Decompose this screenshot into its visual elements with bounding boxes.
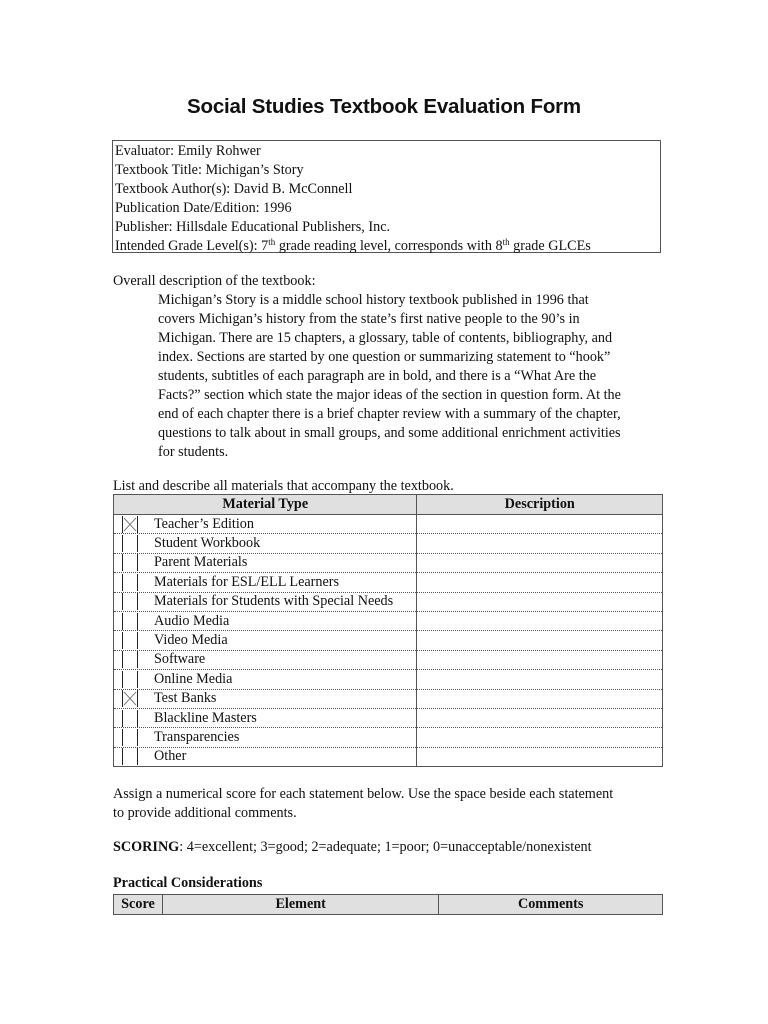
material-description-cell[interactable] [417, 515, 663, 534]
material-type-cell [114, 631, 417, 650]
material-row [114, 689, 663, 708]
checked-checkbox[interactable] [122, 516, 138, 533]
description-line: questions to talk about in small groups, and some additional enrichment activities [158, 425, 621, 441]
material-description-cell[interactable] [417, 689, 663, 708]
material-label: Teacher’s Edition [154, 515, 254, 532]
material-row [114, 534, 663, 553]
checkbox[interactable] [122, 593, 138, 610]
evaluator-line: Evaluator: Emily Rohwer [115, 143, 261, 159]
material-row [114, 708, 663, 727]
material-type-cell [114, 611, 417, 630]
material-row [114, 631, 663, 650]
description-line: Michigan’s Story is a middle school history textbook published in 1996 that [158, 292, 589, 308]
material-label: Blackline Masters [154, 709, 257, 726]
header-score: Score [114, 895, 163, 915]
grade-sup-1: th [268, 237, 276, 247]
textbook-info-box [112, 140, 661, 253]
material-row [114, 670, 663, 689]
description-line: Michigan. There are 15 chapters, a glossary, table of contents, bibliography, and [158, 330, 613, 346]
checkbox[interactable] [122, 729, 138, 746]
header-comments: Comments [439, 895, 663, 915]
check-x-icon [123, 690, 137, 707]
practical-heading: Practical Considerations [113, 875, 263, 891]
checkbox[interactable] [122, 748, 138, 765]
material-description-cell[interactable] [417, 708, 663, 727]
material-label: Student Workbook [154, 535, 261, 552]
material-description-cell[interactable] [417, 728, 663, 747]
checkbox[interactable] [122, 554, 138, 571]
material-row [114, 650, 663, 669]
materials-table-body [114, 515, 663, 767]
material-label: Video Media [154, 632, 228, 649]
textbook-title-line: Textbook Title: Michigan’s Story [115, 162, 304, 178]
material-description-cell[interactable] [417, 747, 663, 766]
grade-mid: grade reading level, corresponds with 8 [275, 238, 503, 254]
author-line: Textbook Author(s): David B. McConnell [115, 181, 353, 197]
description-line: end of each chapter there is a brief chapter review with a summary of the chapter, [158, 406, 621, 422]
grade-prefix: Intended Grade Level(s): 7 [115, 238, 269, 254]
scoring-key [113, 838, 592, 857]
material-type-cell [114, 573, 417, 592]
material-label: Materials for Students with Special Needs [154, 593, 394, 610]
checkbox[interactable] [122, 632, 138, 649]
grade-level-line [115, 237, 660, 256]
materials-table [113, 494, 663, 767]
material-type-cell [114, 689, 417, 708]
description-line: covers Michigan’s history from the state’s first native people to the 90’s in [158, 311, 580, 327]
material-row [114, 728, 663, 747]
scoring-text: : 4=excellent; 3=good; 2=adequate; 1=poor; 0=unacceptable/nonexistent [179, 839, 592, 855]
description-line: for students. [158, 444, 229, 460]
material-description-cell[interactable] [417, 650, 663, 669]
material-description-cell[interactable] [417, 592, 663, 611]
header-description: Description [417, 495, 663, 515]
material-type-cell [114, 708, 417, 727]
material-row [114, 553, 663, 572]
material-row [114, 747, 663, 766]
material-label: Test Banks [154, 690, 217, 707]
description-line: Facts?” section which state the major ideas of the section in question form. At the [158, 387, 621, 403]
material-row [114, 611, 663, 630]
header-material-type: Material Type [114, 495, 417, 515]
page-title: Social Studies Textbook Evaluation Form [187, 95, 581, 118]
assign-instructions [113, 785, 673, 823]
header-element: Element [162, 895, 438, 915]
material-label: Software [154, 651, 206, 668]
publication-line: Publication Date/Edition: 1996 [115, 200, 292, 216]
checkbox[interactable] [122, 710, 138, 727]
checkbox[interactable] [122, 651, 138, 668]
material-label: Online Media [154, 670, 233, 687]
material-type-cell [114, 650, 417, 669]
material-description-cell[interactable] [417, 553, 663, 572]
assign-line-2: to provide additional comments. [113, 805, 297, 821]
scoring-label: SCORING [113, 839, 180, 855]
publisher-line: Publisher: Hillsdale Educational Publishers, Inc. [115, 219, 391, 235]
material-row [114, 573, 663, 592]
material-label: Parent Materials [154, 554, 248, 571]
checkbox[interactable] [122, 535, 138, 552]
material-description-cell[interactable] [417, 631, 663, 650]
material-description-cell[interactable] [417, 670, 663, 689]
material-label: Materials for ESL/ELL Learners [154, 573, 340, 590]
material-type-cell [114, 670, 417, 689]
material-type-cell [114, 515, 417, 534]
grade-suffix: grade GLCEs [509, 238, 591, 254]
description-body [158, 291, 658, 462]
material-type-cell [114, 592, 417, 611]
grade-sup-2: th [502, 237, 510, 247]
material-description-cell[interactable] [417, 611, 663, 630]
checkbox[interactable] [122, 613, 138, 630]
checked-checkbox[interactable] [122, 690, 138, 707]
material-label: Audio Media [154, 612, 230, 629]
material-type-cell [114, 534, 417, 553]
material-row [114, 515, 663, 534]
check-x-icon [123, 516, 137, 533]
material-type-cell [114, 728, 417, 747]
materials-label: List and describe all materials that accompany the textbook. [113, 478, 454, 494]
material-type-cell [114, 553, 417, 572]
checkbox[interactable] [122, 574, 138, 591]
scoring-table [113, 894, 663, 915]
scoring-header-row [114, 895, 663, 915]
material-description-cell[interactable] [417, 534, 663, 553]
materials-header-row [114, 495, 663, 515]
description-line: index. Sections are started by one question or summarizing statement to “hook” [158, 349, 611, 365]
checkbox[interactable] [122, 671, 138, 688]
material-row [114, 592, 663, 611]
description-line: students, subtitles of each paragraph are in bold, and there is a “What Are the [158, 368, 597, 384]
material-label: Other [154, 748, 187, 765]
material-type-cell [114, 747, 417, 766]
material-description-cell[interactable] [417, 573, 663, 592]
assign-line-1: Assign a numerical score for each statement below. Use the space beside each statement [113, 786, 614, 802]
material-label: Transparencies [154, 728, 240, 745]
description-label: Overall description of the textbook: [113, 273, 316, 289]
